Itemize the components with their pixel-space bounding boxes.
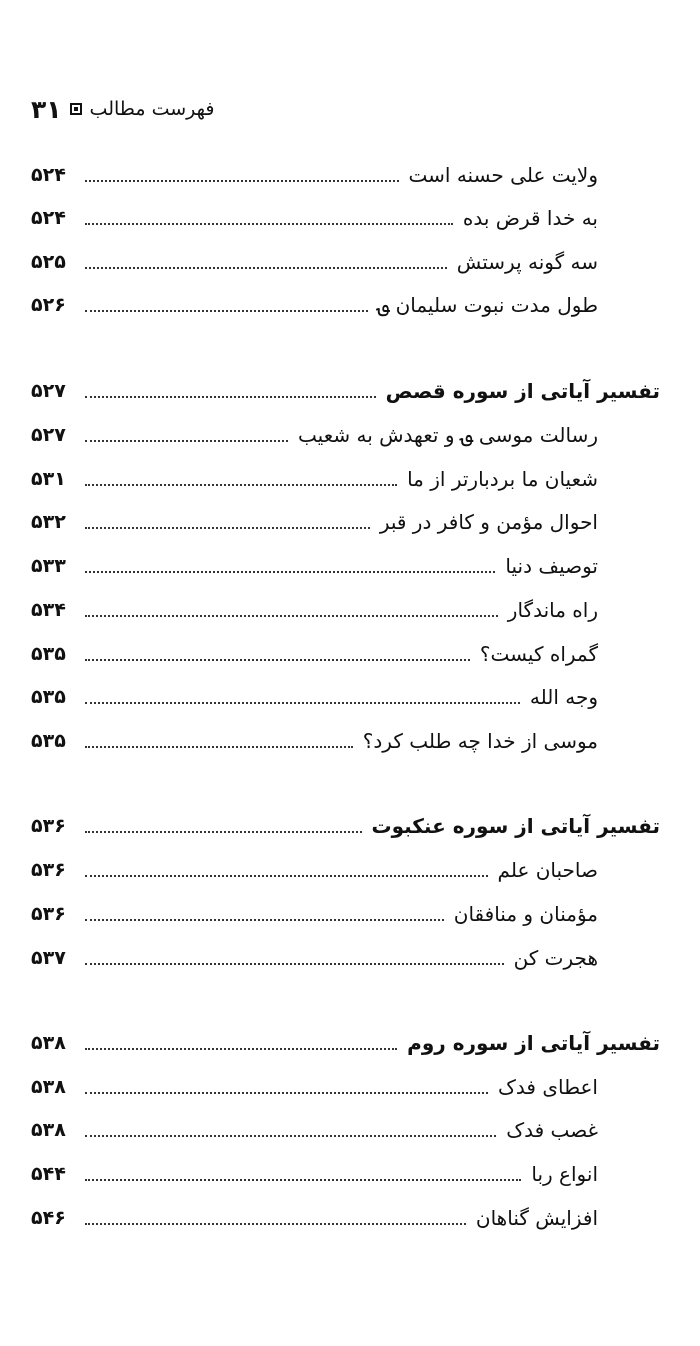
toc-entry-title: راه ماندگار	[507, 598, 598, 622]
dot-leader	[85, 484, 397, 486]
toc-entry	[31, 590, 598, 630]
toc-page-number: ۵۳۷	[31, 946, 66, 969]
toc-entry-title: طول مدت نبوت سلیمان ؈	[377, 293, 598, 317]
toc-page-number: ۵۳۳	[31, 554, 66, 577]
toc-page-number: ۵۳۶	[31, 858, 66, 881]
toc-entry	[31, 502, 598, 542]
dot-leader	[85, 615, 498, 617]
running-title: فهرست مطالب	[89, 97, 215, 120]
toc-entry	[31, 415, 598, 455]
toc-page-number: ۵۳۲	[31, 510, 66, 533]
dot-leader	[85, 310, 368, 312]
toc-entry-title: انواع ربا	[531, 1162, 598, 1186]
dot-leader	[85, 527, 370, 529]
toc-entry	[31, 894, 598, 934]
toc-page-number: ۵۳۸	[31, 1031, 66, 1054]
toc-page-number: ۵۲۷	[31, 423, 66, 446]
toc-entry-title: هجرت کن	[513, 946, 598, 970]
toc-entry	[31, 634, 598, 674]
toc-entry-title: افزایش گناهان	[475, 1206, 598, 1230]
toc-page-number: ۵۲۶	[31, 293, 66, 316]
dot-leader	[85, 919, 444, 921]
toc-section-heading	[31, 806, 660, 846]
dot-leader	[85, 267, 447, 269]
toc-entry-title: به خدا قرض بده	[462, 206, 598, 230]
toc-page-number: ۵۳۸	[31, 1118, 66, 1141]
toc-page-number: ۵۳۱	[31, 467, 66, 490]
toc-page-number: ۵۳۵	[31, 685, 66, 708]
toc-page-number: ۵۳۵	[31, 729, 66, 752]
toc-entry-title: تفسیر آیاتی از سوره روم	[407, 1031, 660, 1055]
toc-entry-title: گمراه کیست؟	[479, 642, 598, 666]
toc-entry-title: صاحبان علم	[497, 858, 598, 882]
dot-leader	[85, 223, 453, 225]
toc-page-number: ۵۳۴	[31, 598, 66, 621]
toc-entry-title: رسالت موسی ؈ و تعهدش به شعیب	[298, 423, 598, 447]
toc-entry	[31, 546, 598, 586]
toc-entry	[31, 459, 598, 499]
toc-page-number: ۵۴۶	[31, 1206, 66, 1229]
dot-leader	[85, 1135, 496, 1137]
toc-section-heading	[31, 371, 660, 411]
toc-entry	[31, 677, 598, 717]
toc-page-number: ۵۳۵	[31, 642, 66, 665]
dot-leader	[85, 571, 495, 573]
dot-leader	[85, 963, 504, 965]
toc-entry-title: احوال مؤمن و کافر در قبر	[379, 510, 598, 534]
toc-entry	[31, 285, 598, 325]
toc-entry	[31, 1067, 598, 1107]
toc-page-number: ۵۴۴	[31, 1162, 66, 1185]
page-number: ۳۱	[31, 94, 62, 124]
dot-leader	[85, 659, 470, 661]
toc-entry	[31, 242, 598, 282]
toc-entry-title: تفسیر آیاتی از سوره قصص	[385, 379, 660, 403]
dot-leader	[85, 1048, 397, 1050]
toc-entry	[31, 721, 598, 761]
toc-entry-title: شعیان ما بردبارتر از ما	[407, 467, 598, 491]
toc-page-number: ۵۲۴	[31, 206, 66, 229]
dot-leader	[85, 702, 520, 704]
dot-leader	[85, 180, 399, 182]
toc-entry	[31, 198, 598, 238]
toc-entry-title: ولایت علی حسنه است	[408, 163, 598, 187]
toc-entry	[31, 1154, 598, 1194]
toc-section-heading	[31, 1023, 660, 1063]
dot-leader	[85, 440, 288, 442]
page-header	[31, 92, 214, 126]
toc-page-number: ۵۳۸	[31, 1075, 66, 1098]
toc-entry-title: اعطای فدک	[498, 1075, 598, 1099]
toc-entry	[31, 1198, 598, 1238]
dot-leader	[85, 1179, 521, 1181]
toc-entry	[31, 155, 598, 195]
toc-entry-title: مؤمنان و منافقان	[453, 902, 598, 926]
square-bullet-icon	[70, 103, 82, 115]
dot-leader	[85, 831, 362, 833]
dot-leader	[85, 396, 376, 398]
toc-page-number: ۵۲۴	[31, 163, 66, 186]
toc-entry	[31, 938, 598, 978]
toc-page-number: ۵۳۶	[31, 814, 66, 837]
toc-entry	[31, 850, 598, 890]
toc-entry-title: توصیف دنیا	[505, 554, 598, 578]
dot-leader	[85, 746, 353, 748]
toc-entry-title: سه گونه پرستش	[456, 250, 598, 274]
toc-entry-title: وجه الله	[529, 685, 598, 709]
toc-entry-title: موسی از خدا چه طلب کرد؟	[362, 729, 598, 753]
toc-entry	[31, 1110, 598, 1150]
toc-page-number: ۵۲۵	[31, 250, 66, 273]
dot-leader	[85, 1223, 466, 1225]
toc-page-number: ۵۲۷	[31, 379, 66, 402]
toc-page-number: ۵۳۶	[31, 902, 66, 925]
toc-entry-title: تفسیر آیاتی از سوره عنکبوت	[371, 814, 660, 838]
dot-leader	[85, 875, 488, 877]
toc-entry-title: غصب فدک	[506, 1118, 598, 1142]
dot-leader	[85, 1092, 488, 1094]
